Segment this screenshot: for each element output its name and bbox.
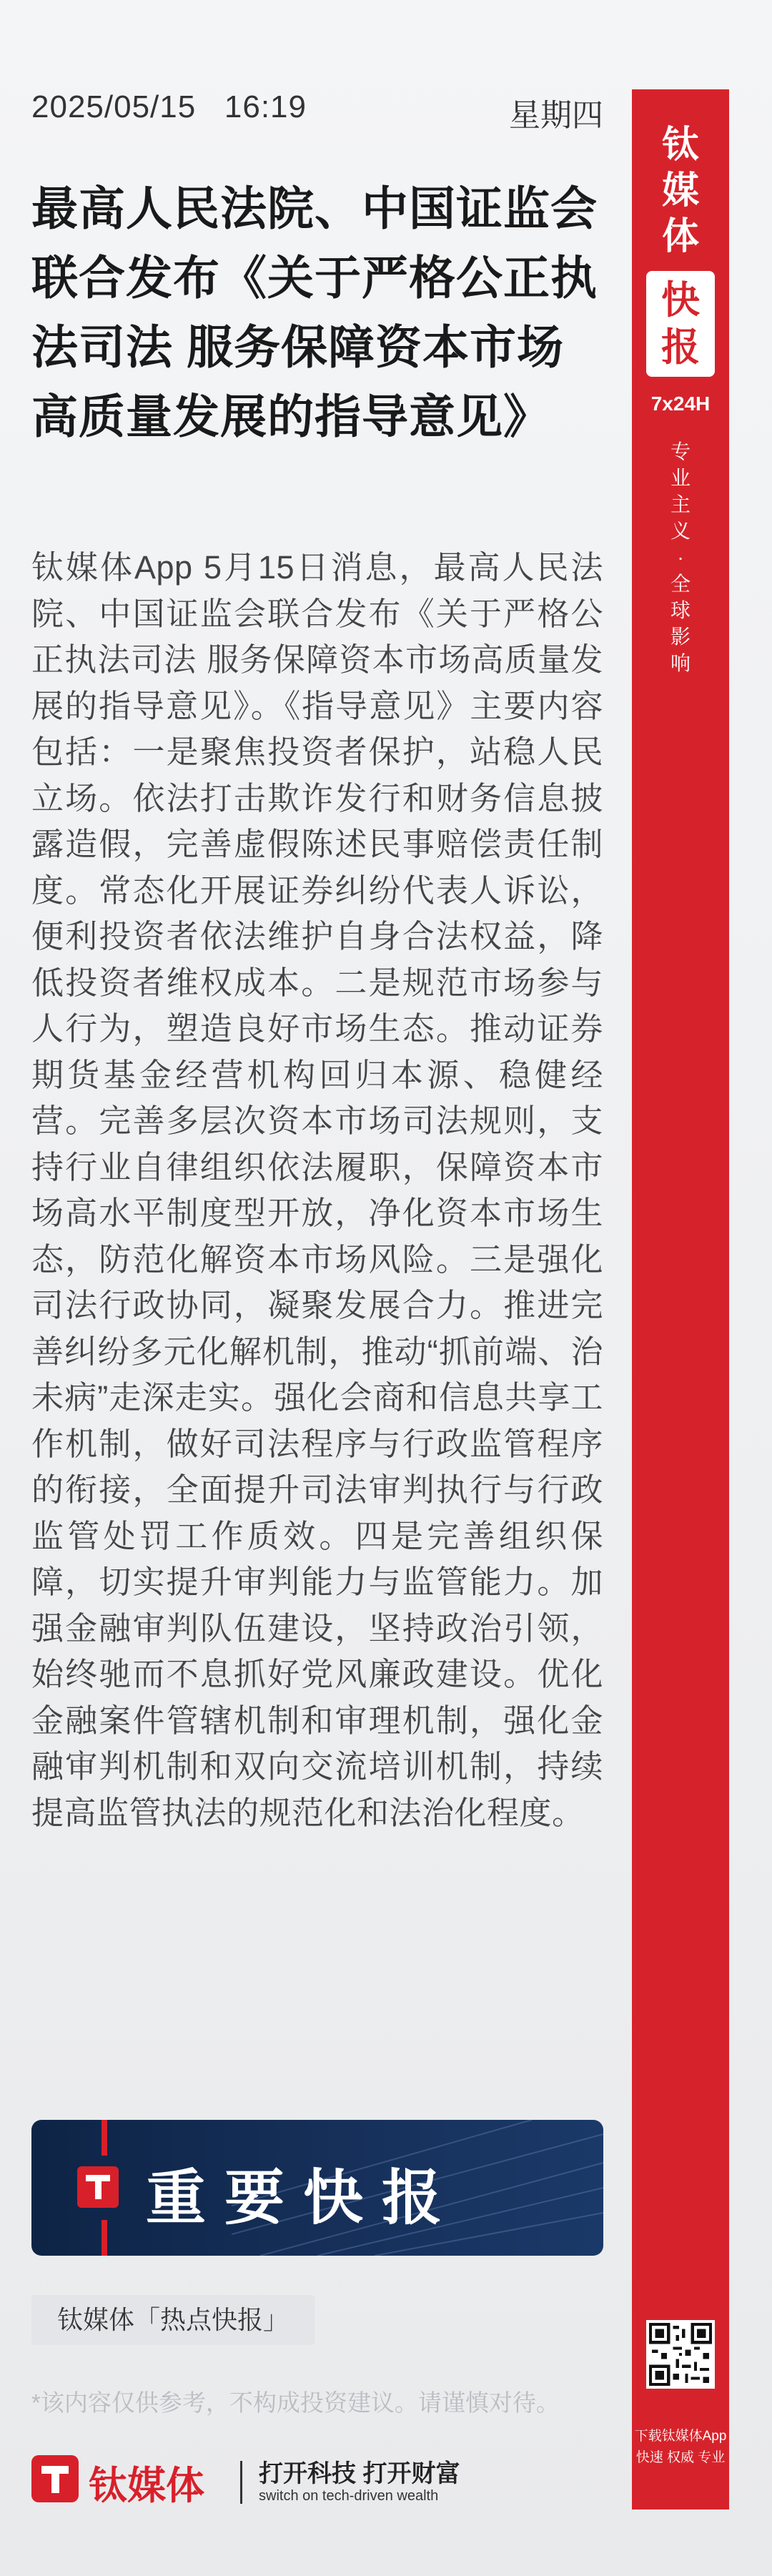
important-news-banner[interactable] bbox=[31, 2120, 603, 2256]
footer-slogan: 打开科技 打开财富 bbox=[259, 2460, 460, 2487]
column-tag[interactable]: 钛媒体「热点快报」 bbox=[31, 2295, 315, 2345]
publish-datetime: 2025/05/15 16:19 bbox=[31, 89, 307, 124]
qr-caption-line-1: 下载钛媒体App bbox=[634, 2429, 727, 2444]
footer-slogan-en: switch on tech-driven wealth bbox=[259, 2488, 439, 2504]
t-logo-icon bbox=[77, 2166, 119, 2208]
tmtpost-logo-icon bbox=[31, 2455, 79, 2502]
banner-red-line-bottom bbox=[102, 2220, 107, 2256]
sidebar-kuaibao-badge: 快报 bbox=[646, 271, 715, 377]
weekday: 星期四 bbox=[509, 98, 603, 133]
qr-caption-line-2: 快速 权威 专业 bbox=[635, 2450, 726, 2465]
qr-caption bbox=[632, 2426, 729, 2469]
sidebar-brand: 钛媒体 bbox=[661, 124, 699, 257]
article-body: 钛媒体App 5月15日消息，最高人民法院、中国证监会联合发布《关于严格公正执法司法 服务保障资本市场高质量发展的指导意见》。《指导意见》主要内容包括：一是聚焦投资者保护，站稳人民立场。依法打击欺诈发行和财务信息披露造假，完善虚假陈述民事赔偿责任制度。常态化开展证券纠纷代表人诉讼，便利投资者依法维护自身合法权益，降低投资者维权成本。二是规范市场参与人行为，塑造良好市场生态。推动证券期货基金经营机构回归本源、稳健经营。完善多层次资本市场司法规则，支持行业自律组织依法履职，保障资本市场高水平制度型开放，净化资本市场生态，防范化解资本市场风险。三是强化司法行政协同，凝聚发展合力。推进完善纠纷多元化解机制，推动“抓前端、治未病”走深走实。强化会商和信息共享工作机制，做好司法程序与行政监管程序的衔接，全面提升司法审判执行与行政监管处罚工作质效。四是完善组织保障，切实提升审判能力与监管能力。加强金融审判队伍建设，坚持政治引领，始终驰而不息抓好党风廉政建设。优化金融案件管辖机制和审理机制，强化金融审判机制和双向交流培训机制，持续提高监管执法的规范化和法治化程度。 bbox=[31, 549, 603, 1831]
footer-branding bbox=[31, 2445, 603, 2510]
banner-red-line-top bbox=[102, 2120, 107, 2156]
qr-code-icon bbox=[649, 2323, 712, 2386]
brand-sidebar bbox=[632, 89, 729, 2510]
article-title: 最高人民法院、中国证监会联合发布《关于严格公正执法司法 服务保障资本市场高质量发展的指导意见》 bbox=[31, 182, 598, 443]
sidebar-hours: 7x24H bbox=[650, 393, 711, 415]
footer-divider bbox=[240, 2461, 242, 2504]
meta-row bbox=[31, 89, 603, 139]
banner-title: 重要快报 bbox=[146, 2164, 461, 2231]
download-qr-code[interactable] bbox=[646, 2320, 715, 2389]
footer-logo-text: 钛媒体 bbox=[89, 2464, 204, 2507]
disclaimer: *该内容仅供参考，不构成投资建议。请谨慎对待。 bbox=[31, 2389, 560, 2416]
sidebar-slogan: 专业主义·全球影响 bbox=[670, 440, 691, 674]
